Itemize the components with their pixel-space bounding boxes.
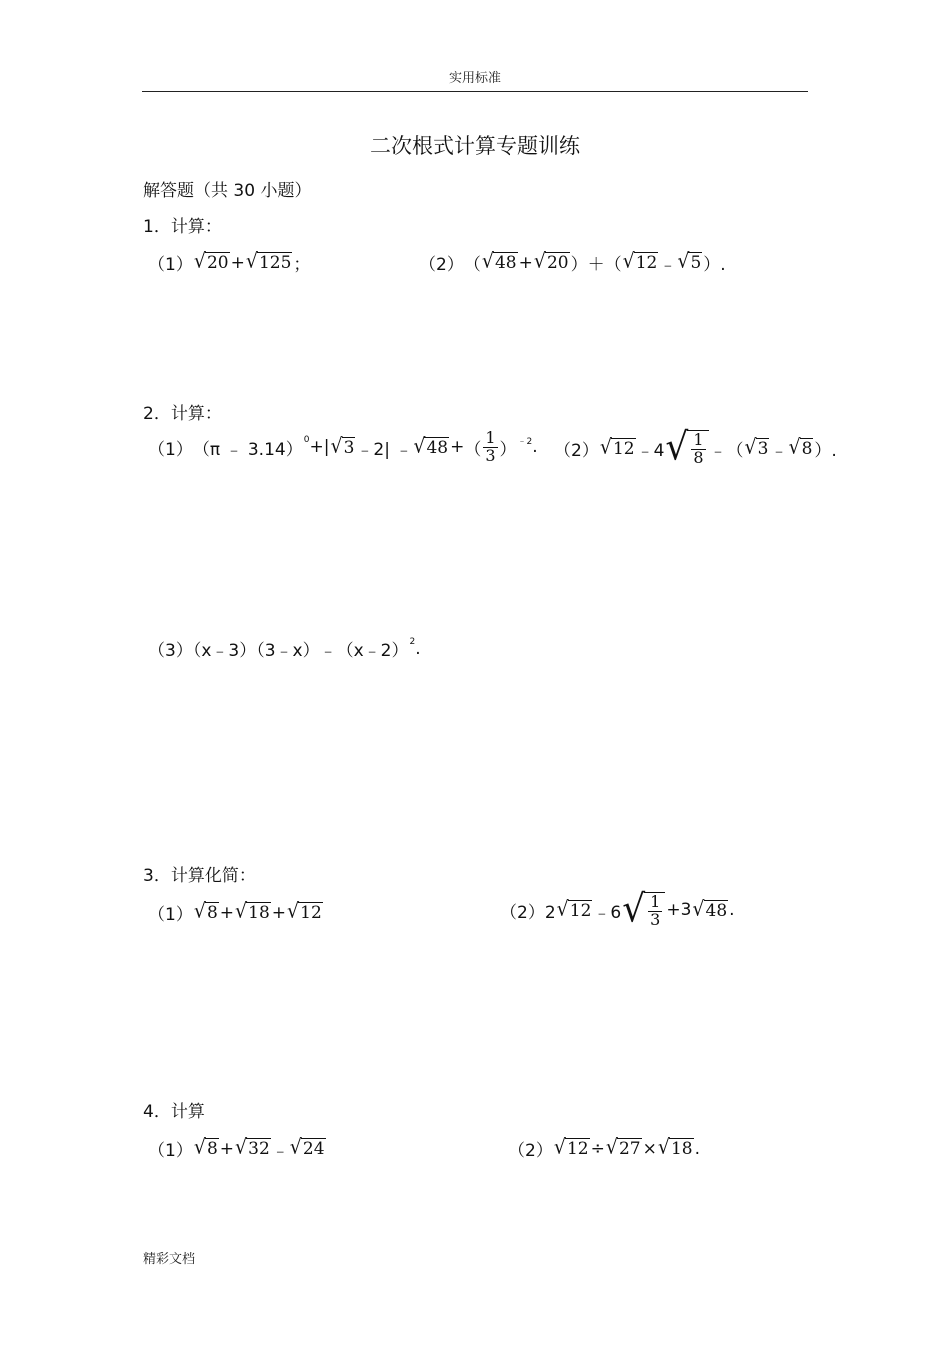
sqrt-one-eighth: √ $\frac{1}{8}$ <box>665 430 708 467</box>
q3-part2: （2）2 √ 12 ﹣6 √ $\frac{1}{3}$ +3 √ 48 . <box>500 887 735 931</box>
question-2-label: 2．计算： <box>143 404 222 424</box>
sqrt-12: √ 12 <box>556 896 592 921</box>
page-footer: 精彩文档 <box>143 1252 196 1267</box>
question-4-label: 4．计算 <box>143 1102 205 1122</box>
q2-part2: （2） √ 12 ﹣4 √ $\frac{1}{8}$ ﹣（ √ 3 ﹣ √ 8 ）. <box>554 425 837 469</box>
sqrt-8: √ 8 <box>193 899 218 924</box>
sqrt-32: √ 32 <box>235 1135 270 1160</box>
sqrt-3: √ 3 <box>744 434 769 459</box>
page-title: 二次根式计算专题训练 <box>370 134 580 158</box>
sqrt-3: √ 3 <box>330 433 355 458</box>
sqrt-12: √ 12 <box>622 249 658 274</box>
question-1-label: 1．计算： <box>143 217 222 237</box>
sqrt-8: √ 8 <box>193 1135 218 1160</box>
sqrt-18: √ 18 <box>657 1135 693 1160</box>
q2-part3: （3）（x﹣3）（3﹣x）﹣（x﹣2） $^2$ . <box>148 636 421 661</box>
sqrt-18: √ 18 <box>235 899 270 924</box>
sqrt-8: √ 8 <box>788 434 813 459</box>
part-label: （2） <box>554 440 599 461</box>
sqrt-48: √ 48 <box>692 896 728 921</box>
sqrt-48: √ 48 <box>481 249 517 274</box>
sqrt-12: √ 12 <box>599 434 635 459</box>
q1-part2: （2） （ √ 48 + √ 20 ） ＋（ √ 12 ﹣ √ 5 ）. <box>419 249 726 275</box>
sqrt-20: √ 20 <box>533 249 569 274</box>
fraction-one-third: $\frac{1}{3}$ <box>485 428 496 465</box>
section-heading: 解答题（共 30 小题） <box>143 181 312 201</box>
part-label: （2）2 <box>500 902 556 923</box>
part-label: （1） <box>148 255 193 275</box>
sqrt-27: √ 27 <box>605 1135 641 1160</box>
q1-part1: （1） √ 20 + √ 125 ； <box>148 249 311 275</box>
q2-part1: （1） （π ﹣ 3.14） $^0$ +| √ 3 ﹣2| ﹣ √ 48 + （ $\frac{1}{3}$ ） $^{﹣2}$ . <box>148 428 538 465</box>
sqrt-125: √ 125 <box>245 249 292 274</box>
sqrt-12: √ 12 <box>553 1135 589 1160</box>
sqrt-5: √ 5 <box>677 249 702 274</box>
sqrt-24: √ 24 <box>289 1135 325 1160</box>
q4-part1: （1） √ 8 + √ 32 ﹣ √ 24 <box>148 1135 325 1161</box>
part-label: （1） <box>148 905 193 925</box>
page-header: 实用标准 <box>448 71 501 86</box>
header-divider <box>142 91 808 92</box>
part-label: （1） <box>148 439 193 460</box>
q4-part2: （2） √ 12 ÷ √ 27 × √ 18 . <box>508 1135 700 1161</box>
sqrt-one-third: √ $\frac{1}{3}$ <box>622 892 665 929</box>
q3-part1: （1） √ 8 + √ 18 + √ 12 <box>148 899 322 925</box>
part-label: （1） <box>148 1141 193 1161</box>
sqrt-48: √ 48 <box>413 433 449 458</box>
part-label: （2） <box>419 255 464 275</box>
part-label: （2） <box>508 1141 553 1161</box>
question-3-label: 3．计算化简： <box>143 866 256 886</box>
sqrt-12: √ 12 <box>287 899 322 924</box>
sqrt-20: √ 20 <box>193 249 229 274</box>
